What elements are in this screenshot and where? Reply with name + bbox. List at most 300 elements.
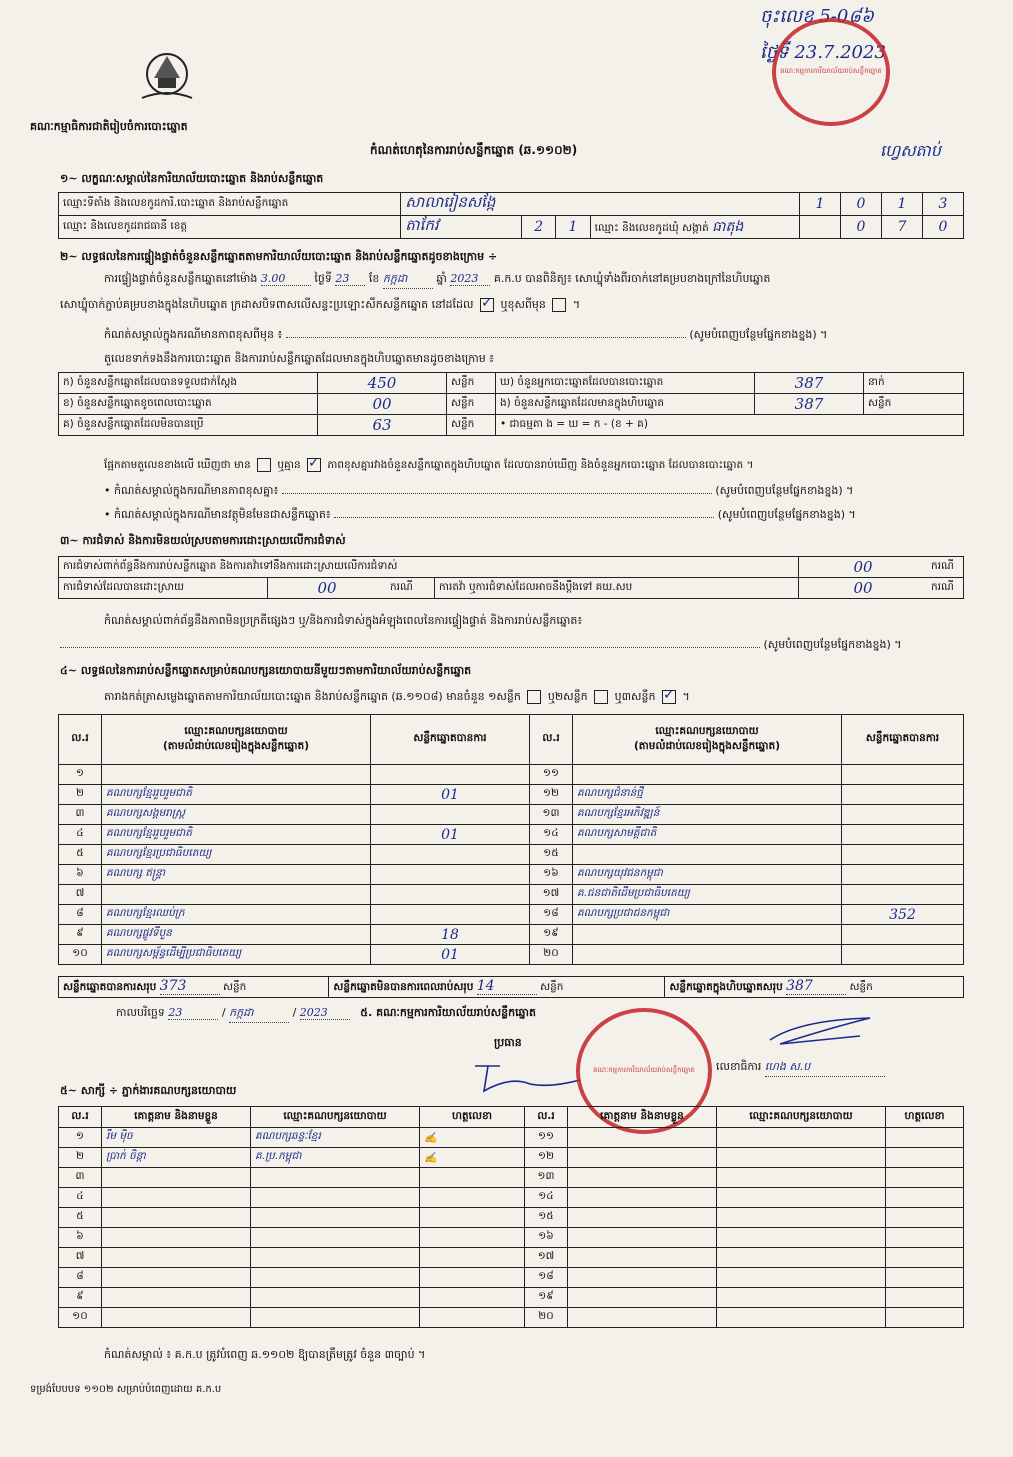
s2-month: កក្កដា — [383, 272, 433, 289]
witness-name — [102, 1248, 251, 1268]
party-no: ២ — [59, 785, 102, 805]
party-votes — [842, 945, 964, 965]
s3-row2-value: 00 — [268, 578, 387, 599]
s2-note — [104, 328, 964, 344]
witness-name — [102, 1208, 251, 1228]
s4-intro: តារាងកត់ត្រាសម្លេងឆ្នោតតាមការិយាល័យបោះឆ្នោត និងរាប់សន្លឹកឆ្នោត (ឆ.១១០៨) មានចំនួន ១សន្លឹក ឬ២សន្លឹក ឬ៣សន្លឹក ✓ ។ — [104, 690, 690, 706]
party-name — [573, 925, 842, 945]
party-no: ៣ — [59, 805, 102, 825]
party-name — [573, 765, 842, 785]
party-no: ១២ — [530, 785, 573, 805]
witness-sign — [420, 1228, 525, 1248]
witness-no: ៨ — [59, 1268, 102, 1288]
witness-no: ១២ — [525, 1148, 568, 1168]
party-votes — [371, 905, 530, 925]
witness-name — [102, 1268, 251, 1288]
party-name: គណបក្សសម្ព័ន្ធដើម្បីប្រជាធិបតេយ្យ — [102, 945, 371, 965]
s1-row2-code2-3: 0 — [922, 216, 963, 239]
party-no: ១៤ — [530, 825, 573, 845]
s2-after — [104, 458, 753, 474]
two-sheet-checkbox[interactable] — [594, 690, 608, 704]
party-no: ១៣ — [530, 805, 573, 825]
s4-opt2: ឬ២សន្លឹក — [547, 690, 588, 703]
party-votes — [842, 885, 964, 905]
s4-total-valid-unit: សន្លឹក — [223, 981, 247, 993]
s1-row2-code2-1: 0 — [841, 216, 882, 239]
s2-bullet1-text: • កំណត់សម្គាល់ក្នុងករណីមានភាពខុសគ្នា៖ — [104, 484, 279, 497]
s2-e-unit: សន្លឹក — [864, 394, 964, 415]
table-row — [59, 845, 964, 865]
witness-sign — [420, 1208, 525, 1228]
party-name: គណបក្សខ្មែរប្រជាធិបតេយ្យ — [102, 845, 371, 865]
party-no: ១១ — [530, 765, 573, 785]
witness-party — [251, 1248, 420, 1268]
s2-d-label: ឃ) ចំនួនអ្នកបោះឆ្នោតដែលបានបោះឆ្នោត — [496, 373, 755, 394]
witness-party — [717, 1128, 886, 1148]
top-right-date: ថ្ងៃទី 23.7.2023 — [760, 42, 886, 63]
table-row — [59, 905, 964, 925]
party-name: គណបក្សសង្គមរាស្ត្រ — [102, 805, 371, 825]
top-right-signature: ហ្វេសតាប់ — [880, 141, 941, 160]
party-votes — [842, 845, 964, 865]
section2-title: ២~ លទ្ធផលនៃការផ្ទៀងផ្ទាត់ចំនួនសន្លឹកឆ្នោតតាមការិយាល័យបោះឆ្នោត និងរាប់សន្លឹកឆ្នោតដូចខាងក្រោម ÷ — [60, 250, 498, 263]
s4-total-invalid-value: 14 — [477, 978, 537, 995]
top-stamp — [772, 18, 890, 126]
witness-sign — [886, 1188, 964, 1208]
witness-sign: ✍ — [420, 1148, 525, 1168]
party-votes: 01 — [371, 785, 530, 805]
s1-code-1: 1 — [800, 193, 841, 216]
witness-no: ៧ — [59, 1248, 102, 1268]
witness-sign — [886, 1248, 964, 1268]
top-stamp-text: គណៈកម្មការការិយាល័យរាប់សន្លឹកឆ្នោត — [780, 67, 882, 75]
party-name: គណបក្សជំនាន់ថ្មី — [573, 785, 842, 805]
s4-committee: ៥. គណៈកម្មការការិយាល័យរាប់សន្លឹកឆ្នោត — [360, 1006, 537, 1019]
s4-total-box-label: សន្លឹកឆ្នោតក្នុងហិបឆ្នោតសរុប — [669, 981, 783, 993]
witness-name — [568, 1128, 717, 1148]
witness-name — [568, 1288, 717, 1308]
witness-sign: ✍ — [420, 1128, 525, 1148]
s4-date-year: 2023 — [300, 1006, 350, 1020]
s4-secretary-label: លេខាធិការ — [716, 1060, 762, 1073]
witness-no: ១៨ — [525, 1268, 568, 1288]
s4-date-label: កាលបរិច្ឆេទ — [116, 1006, 165, 1019]
s2-line1-a: ការផ្ទៀងផ្ទាត់ចំនួនសន្លឹកឆ្នោតនៅម៉ោង — [104, 272, 258, 285]
s4-secretary-value: ហេង ស.ប — [765, 1060, 885, 1077]
table-row — [59, 1188, 964, 1208]
s2-row-a — [59, 373, 964, 394]
table-row — [59, 1208, 964, 1228]
s2-b-label: ខ) ចំនួនសន្លឹកឆ្នោតខូចពេលបោះឆ្នោត — [59, 394, 318, 415]
s2-year: 2023 — [450, 272, 490, 286]
s2-bullet2-fill: (សូមបំពេញបន្ថែមផ្នែកខាងខ្នង) ។ — [717, 508, 856, 521]
table-row — [59, 925, 964, 945]
witness-sign — [886, 1288, 964, 1308]
witness-name — [568, 1308, 717, 1328]
s2-bullet2-line[interactable] — [334, 517, 714, 518]
witness-sign — [886, 1148, 964, 1168]
s2-note-label: កំណត់សម្គាល់ក្នុងករណីមានភាពខុសពីមុន ៖ — [104, 328, 283, 341]
witness-no: ៣ — [59, 1168, 102, 1188]
party-name — [573, 945, 842, 965]
witness-no: ១១ — [525, 1128, 568, 1148]
party-votes — [371, 885, 530, 905]
s2-after-b: ឬគ្មាន — [277, 459, 301, 471]
s2-day: 23 — [335, 272, 365, 286]
section1-title: ១~ លក្ខណៈសម្គាល់នៃការិយាល័យបោះឆ្នោត និងរាប់សន្លឹកឆ្នោត — [60, 172, 324, 185]
witness-name — [568, 1148, 717, 1168]
witness-name: រឹម ម៉ិច — [102, 1128, 251, 1148]
party-votes — [842, 825, 964, 845]
party-name — [573, 845, 842, 865]
party-no: ១០ — [59, 945, 102, 965]
s1-row2-code-2: 1 — [556, 216, 590, 239]
s1-row1-label: ឈ្មោះទីតាំង និងលេខកូដការិ.បោះឆ្នោត និងរាប់សន្លឹកឆ្នោត — [59, 193, 401, 216]
party-votes — [371, 765, 530, 785]
s2-bullet2 — [104, 508, 964, 524]
table-row — [59, 865, 964, 885]
s4-col-party-right — [573, 715, 842, 765]
s2-note-line[interactable] — [286, 337, 686, 338]
s1-row2-label2 — [590, 216, 799, 239]
witness-party — [717, 1288, 886, 1308]
s1-row2-label2-text: ឈ្មោះ និងលេខកូដឃុំ សង្កាត់ — [594, 221, 709, 234]
party-votes — [842, 785, 964, 805]
witness-no: ១៧ — [525, 1248, 568, 1268]
s4-intro-text: តារាងកត់ត្រាសម្លេងឆ្នោតតាមការិយាល័យបោះឆ្នោត និងរាប់សន្លឹកឆ្នោត (ឆ.១១០៨) មានចំនួន ១សន្លឹក — [104, 690, 521, 703]
s2-formula: • ជាធម្មតា ង = ឃ = ក - (ខ + គ) — [496, 415, 964, 436]
witness-party — [717, 1268, 886, 1288]
table-row — [59, 1308, 964, 1328]
one-sheet-checkbox[interactable] — [527, 690, 541, 704]
s2-line1 — [104, 272, 964, 289]
s1-row1-value: សាលារៀនសង្កែ — [401, 193, 800, 216]
s1-code-4: 3 — [922, 193, 963, 216]
party-no: ៨ — [59, 905, 102, 925]
witness-party — [717, 1208, 886, 1228]
witness-sign — [420, 1248, 525, 1268]
committee-stamp-text: គណៈកម្មការការិយាល័យរាប់សន្លឹកឆ្នោត — [593, 1066, 695, 1074]
witness-no: ១៣ — [525, 1168, 568, 1188]
s4-date-month: កក្កដា — [229, 1006, 289, 1023]
s4-date-day: 23 — [168, 1006, 218, 1020]
different-checkbox[interactable] — [552, 298, 566, 312]
logo — [132, 48, 202, 106]
witness-no: ១ — [59, 1128, 102, 1148]
witness-name — [102, 1308, 251, 1328]
s4-col-party-left-text: ឈ្មោះគណបក្សនយោបាយ — [184, 724, 288, 737]
s3-row2-label: ការជំទាស់ដែលបានដោះស្រាយ — [59, 578, 268, 599]
party-name — [102, 885, 371, 905]
s4-total-valid-value: 373 — [160, 978, 220, 995]
party-name: គណបក្សប្រជាជនកម្ពុជា — [573, 905, 842, 925]
table-row — [59, 825, 964, 845]
no-diff-checkbox[interactable] — [307, 458, 321, 472]
party-votes: 01 — [371, 825, 530, 845]
three-sheet-checkbox[interactable] — [662, 690, 676, 704]
witness-party — [717, 1148, 886, 1168]
s5-col-sign-right: ហត្ថលេខា — [886, 1107, 964, 1128]
s5-body — [59, 1128, 964, 1328]
witness-party: គ.ប្រ.កម្ពុជា — [251, 1148, 420, 1168]
s4-secretary — [716, 1060, 885, 1077]
witness-no: ១៥ — [525, 1208, 568, 1228]
witness-name — [102, 1188, 251, 1208]
table-row — [59, 765, 964, 785]
s3-note: កំណត់សម្គាល់ពាក់ព័ន្ធនឹងភាពមិនប្រក្រតីផ្សេងៗ ឬ/និងការជំទាស់ក្នុងអំឡុងពេលនៃការផ្ទៀងផ្ទាត់ និងការរាប់សន្លឹកឆ្នោត៖ — [104, 614, 583, 627]
witness-sign — [886, 1228, 964, 1248]
s2-after-a: ផ្អែកតាមតួលេខខាងលើ ឃើញថា មាន — [104, 459, 251, 471]
s5-col-party-right: ឈ្មោះគណបក្សនយោបាយ — [717, 1107, 886, 1128]
witness-sign — [420, 1308, 525, 1328]
party-no: ១៥ — [530, 845, 573, 865]
s2-c-value: 63 — [318, 415, 447, 436]
witness-sign — [886, 1208, 964, 1228]
party-votes — [842, 865, 964, 885]
s4-total-box-unit: សន្លឹក — [849, 981, 873, 993]
s2-opt-yes: ឬខុសពីមុន — [500, 298, 546, 311]
s4-chair: ប្រធាន — [494, 1036, 522, 1049]
s4-total-invalid-unit: សន្លឹក — [540, 981, 564, 993]
s4-col-party-right-sub: (តាមលំដាប់លេខរៀងក្នុងសន្លឹកឆ្នោត) — [633, 739, 781, 752]
table-row — [59, 1148, 964, 1168]
s3-row1-unit: ករណី — [927, 557, 963, 578]
s4-opt3: ឬ៣សន្លឹក — [614, 690, 656, 703]
s2-c-label: គ) ចំនួនសន្លឹកឆ្នោតដែលមិនបានប្រើ — [59, 415, 318, 436]
s5-table — [58, 1106, 964, 1328]
s2-bullet1-fill: (សូមបំពេញបន្ថែមផ្នែកខាងខ្នង) ។ — [715, 484, 854, 497]
s4-total-box — [665, 977, 964, 998]
table-row — [59, 785, 964, 805]
s4-col-no-left: ល.រ — [59, 715, 102, 765]
party-name: គណបក្សយុវជនកម្ពុជា — [573, 865, 842, 885]
s2-row-b — [59, 394, 964, 415]
witness-name — [568, 1248, 717, 1268]
s4-total-valid-label: សន្លឹកឆ្នោតបានការសរុប — [63, 981, 157, 993]
witness-party: គណបក្សឆន្ទៈខ្មែរ — [251, 1128, 420, 1148]
s1-row2-value2: ធាតុង — [712, 218, 744, 235]
witness-sign — [886, 1268, 964, 1288]
party-name: គណបក្សខ្មែរឈប់ក្រ — [102, 905, 371, 925]
s3-table — [58, 556, 964, 599]
s3-row1-value: 00 — [799, 557, 928, 578]
witness-party — [251, 1208, 420, 1228]
s4-date: កាលបរិច្ឆេទ 23 / កក្កដា / 2023 ៥. គណៈកម្មការការិយាល័យរាប់សន្លឹកឆ្នោត — [116, 1006, 536, 1023]
party-no: ៥ — [59, 845, 102, 865]
s2-d-value: 387 — [755, 373, 864, 394]
s5-col-no-left: ល.រ — [59, 1107, 102, 1128]
top-right-note: ចុះលេខ 5-0៨៦ — [760, 6, 874, 27]
witness-sign — [420, 1168, 525, 1188]
witness-no: ១៩ — [525, 1288, 568, 1308]
witness-name — [102, 1228, 251, 1248]
s1-code-2: 0 — [841, 193, 882, 216]
party-no: ៦ — [59, 865, 102, 885]
has-diff-checkbox[interactable] — [257, 458, 271, 472]
s4-body — [59, 765, 964, 965]
s2-a-label: ក) ចំនួនសន្លឹកឆ្នោតដែលបានទទួលជាក់ស្តែង — [59, 373, 318, 394]
s3-note-fill — [60, 638, 964, 654]
party-name: គ.ជនជាតិដើមប្រជាធិបតេយ្យ — [573, 885, 842, 905]
table-row — [59, 1228, 964, 1248]
s4-total-invalid-label: សន្លឹកឆ្នោតមិនបានការពេលរាប់សរុប — [333, 981, 474, 993]
s5-col-party-left: ឈ្មោះគណបក្សនយោបាយ — [251, 1107, 420, 1128]
party-votes: 352 — [842, 905, 964, 925]
witness-party — [251, 1168, 420, 1188]
witness-no: ២ — [59, 1148, 102, 1168]
witness-party — [251, 1268, 420, 1288]
party-no: ២០ — [530, 945, 573, 965]
s5-col-sign-left: ហត្ថលេខា — [420, 1107, 525, 1128]
s2-line2: សោឃ្នុំចាក់ភ្ជាប់គម្របខាងក្នុងនៃហិបឆ្នោត ក្រដាសបិទពាសលើសន្ទះប្រឡោះសឹកសន្លឹកឆ្នោត នៅដដែល ✓ ឬខុសពីមុន ។ — [60, 298, 580, 314]
witness-no: ១៦ — [525, 1228, 568, 1248]
s2-e-label: ង) ចំនួនសន្លឹកឆ្នោតដែលមានក្នុងហិបឆ្នោត — [496, 394, 755, 415]
party-no: ១៩ — [530, 925, 573, 945]
party-name: គណបក្ស ឥន្ទ្រា — [102, 865, 371, 885]
s1-code-3: 1 — [881, 193, 922, 216]
party-name: គណបក្សខ្មែររួបរួមជាតិ — [102, 825, 371, 845]
s3-row2-unit2: ករណី — [927, 578, 963, 599]
witness-party — [251, 1228, 420, 1248]
table-row — [59, 1248, 964, 1268]
witness-party — [251, 1308, 420, 1328]
s4-col-votes-left: សន្លឹកឆ្នោតបានការ — [371, 715, 530, 765]
s2-a-unit: សន្លឹក — [447, 373, 496, 394]
s5-footer: ទម្រង់បែបបទ ១១០២ សម្រាប់បំពេញដោយ គ.ក.ប — [30, 1384, 222, 1395]
s1-row2-label: ឈ្មោះ និងលេខកូដរាជធានី ខេត្ត — [59, 216, 401, 239]
s3-note-fill-text: (សូមបំពេញបន្ថែមផ្នែកខាងខ្នង) ។ — [763, 638, 902, 651]
witness-sign — [420, 1268, 525, 1288]
party-votes — [842, 805, 964, 825]
party-no: ១៨ — [530, 905, 573, 925]
s4-total-invalid — [329, 977, 665, 998]
party-votes: 18 — [371, 925, 530, 945]
s2-after-c: ភាពខុសគ្នារវាងចំនួនសន្លឹកឆ្នោតក្នុងហិបឆ្នោត ដែលបានរាប់ឃើញ និងចំនួនអ្នកបោះឆ្នោត ដែលបានបោះឆ្នោត ។ — [327, 459, 754, 471]
s4-total-valid — [59, 977, 329, 998]
s4-col-no-right: ល.រ — [530, 715, 573, 765]
witness-party — [717, 1188, 886, 1208]
s2-b-value: 00 — [318, 394, 447, 415]
s3-note-line[interactable] — [60, 647, 760, 648]
witness-name — [568, 1228, 717, 1248]
witness-party — [251, 1288, 420, 1308]
s4-total-box-value: 387 — [786, 978, 846, 995]
witness-no: ៩ — [59, 1288, 102, 1308]
s2-bullet2-text: • កំណត់សម្គាល់ក្នុងករណីមានវត្ថុមិនមែនជាសន្លឹកឆ្នោត៖ — [104, 508, 331, 521]
s2-line1-d: ឆ្នាំ — [436, 272, 447, 285]
s3-row2-unit: ករណី — [386, 578, 435, 599]
witness-no: ២០ — [525, 1308, 568, 1328]
witness-name — [102, 1288, 251, 1308]
table-row — [59, 805, 964, 825]
witness-no: ៦ — [59, 1228, 102, 1248]
s1-row2-code2-2: 7 — [881, 216, 922, 239]
party-no: ៧ — [59, 885, 102, 905]
section3-title: ៣~ ការជំទាស់ និងការមិនយល់ស្របតាមការដោះស្រាយលើការជំទាស់ — [60, 534, 346, 547]
s1-row2-code-spacer — [800, 216, 841, 239]
s2-line2-text: សោឃ្នុំចាក់ភ្ជាប់គម្របខាងក្នុងនៃហិបឆ្នោត ក្រដាសបិទពាសលើសន្ទះប្រឡោះសឹកសន្លឹកឆ្នោត នៅដដែល — [60, 298, 474, 311]
witness-name — [568, 1268, 717, 1288]
s4-table — [58, 714, 964, 965]
s1-row2-value: តាកែវ — [401, 216, 522, 239]
section1-table — [58, 192, 964, 239]
witness-no: ១០ — [59, 1308, 102, 1328]
party-no: ១៦ — [530, 865, 573, 885]
s5-col-no-right: ល.រ — [525, 1107, 568, 1128]
witness-party — [717, 1308, 886, 1328]
section5-title: ៥~ សាក្សី ÷ ភ្នាក់ងារគណបក្សនយោបាយ — [60, 1084, 237, 1097]
witness-name — [568, 1168, 717, 1188]
secretary-signature — [760, 1010, 890, 1050]
s2-row-c — [59, 415, 964, 436]
s5-note: កំណត់សម្គាល់ ៖ គ.ក.ប ត្រូវបំពេញ ឆ.១១០២ ឱ្យបានត្រឹមត្រូវ ចំនួន ៣ច្បាប់ ។ — [104, 1348, 426, 1361]
s4-col-party-left — [102, 715, 371, 765]
s2-line1-b: ថ្ងៃទី — [314, 272, 332, 285]
witness-name: ប្រាក់ ចិន្ដា — [102, 1148, 251, 1168]
s3-row2-label2: ការតវ៉ា ឬការជំទាស់ដែលអាចនឹងប្តឹងទៅ គឃ.សប — [435, 578, 799, 599]
party-votes — [371, 845, 530, 865]
s2-d-unit: នាក់ — [864, 373, 964, 394]
s2-a-value: 450 — [318, 373, 447, 394]
party-name: គណបក្សផ្លូវទីបួន — [102, 925, 371, 945]
witness-party — [717, 1248, 886, 1268]
party-no: ១៧ — [530, 885, 573, 905]
witness-no: ១៤ — [525, 1188, 568, 1208]
table-row — [59, 1168, 964, 1188]
s2-note-fill: (សូមបំពេញបន្ថែមផ្នែកខាងខ្នង) ។ — [689, 328, 828, 341]
table-row — [59, 945, 964, 965]
org-name: គណៈកម្មាធិការជាតិរៀបចំការបោះឆ្នោត — [30, 120, 188, 133]
s2-bullet1-line[interactable] — [282, 493, 712, 494]
table-row — [59, 1128, 964, 1148]
party-votes — [842, 765, 964, 785]
witness-name — [102, 1168, 251, 1188]
witness-sign — [420, 1288, 525, 1308]
party-votes — [842, 925, 964, 945]
party-name: គណបក្សខ្មែរអភិវឌ្ឍន៍ — [573, 805, 842, 825]
s5-col-name-left: គោត្តនាម និងនាមខ្លួន — [102, 1107, 251, 1128]
party-name — [102, 765, 371, 785]
same-checkbox[interactable] — [480, 298, 494, 312]
page-title: កំណត់ហេតុនៃការរាប់សន្លឹកឆ្នោត (ឆ.១១០២) — [370, 143, 578, 157]
table-row — [59, 1288, 964, 1308]
witness-no: ៥ — [59, 1208, 102, 1228]
s2-table — [58, 372, 964, 436]
s1-row2-code-1: 2 — [522, 216, 556, 239]
party-no: ៩ — [59, 925, 102, 945]
witness-party — [717, 1228, 886, 1248]
s2-line1-e: គ.ក.ប បានពិនិត្យ៖ សោឃ្នុំទាំងពីរចាក់នៅគម្របខាងក្រៅនៃហិបឆ្នោត — [493, 272, 771, 285]
table-row — [59, 1268, 964, 1288]
witness-sign — [420, 1188, 525, 1208]
s4-col-votes-right: សន្លឹកឆ្នោតបានការ — [842, 715, 964, 765]
party-no: ១ — [59, 765, 102, 785]
party-name: គណបក្សខ្មែររួបរួមជាតិ — [102, 785, 371, 805]
s2-line1-c: ខែ — [368, 272, 380, 285]
party-no: ៤ — [59, 825, 102, 845]
s3-row2-value2: 00 — [799, 578, 928, 599]
witness-party — [251, 1188, 420, 1208]
s2-bullet1 — [104, 484, 964, 500]
party-votes: 01 — [371, 945, 530, 965]
s4-col-party-right-text: ឈ្មោះគណបក្សនយោបាយ — [655, 724, 759, 737]
s5-col-name-right: គោត្តនាម និងនាមខ្លួន — [568, 1107, 717, 1128]
witness-name — [568, 1188, 717, 1208]
s4-totals — [58, 976, 964, 998]
s3-row1-label: ការជំទាស់ពាក់ព័ន្ធនឹងការរាប់សន្លឹកឆ្នោត និងការតវ៉ាទៅនឹងការដោះស្រាយលើការជំទាស់ — [59, 557, 799, 578]
witness-party — [717, 1168, 886, 1188]
s2-c-unit: សន្លឹក — [447, 415, 496, 436]
